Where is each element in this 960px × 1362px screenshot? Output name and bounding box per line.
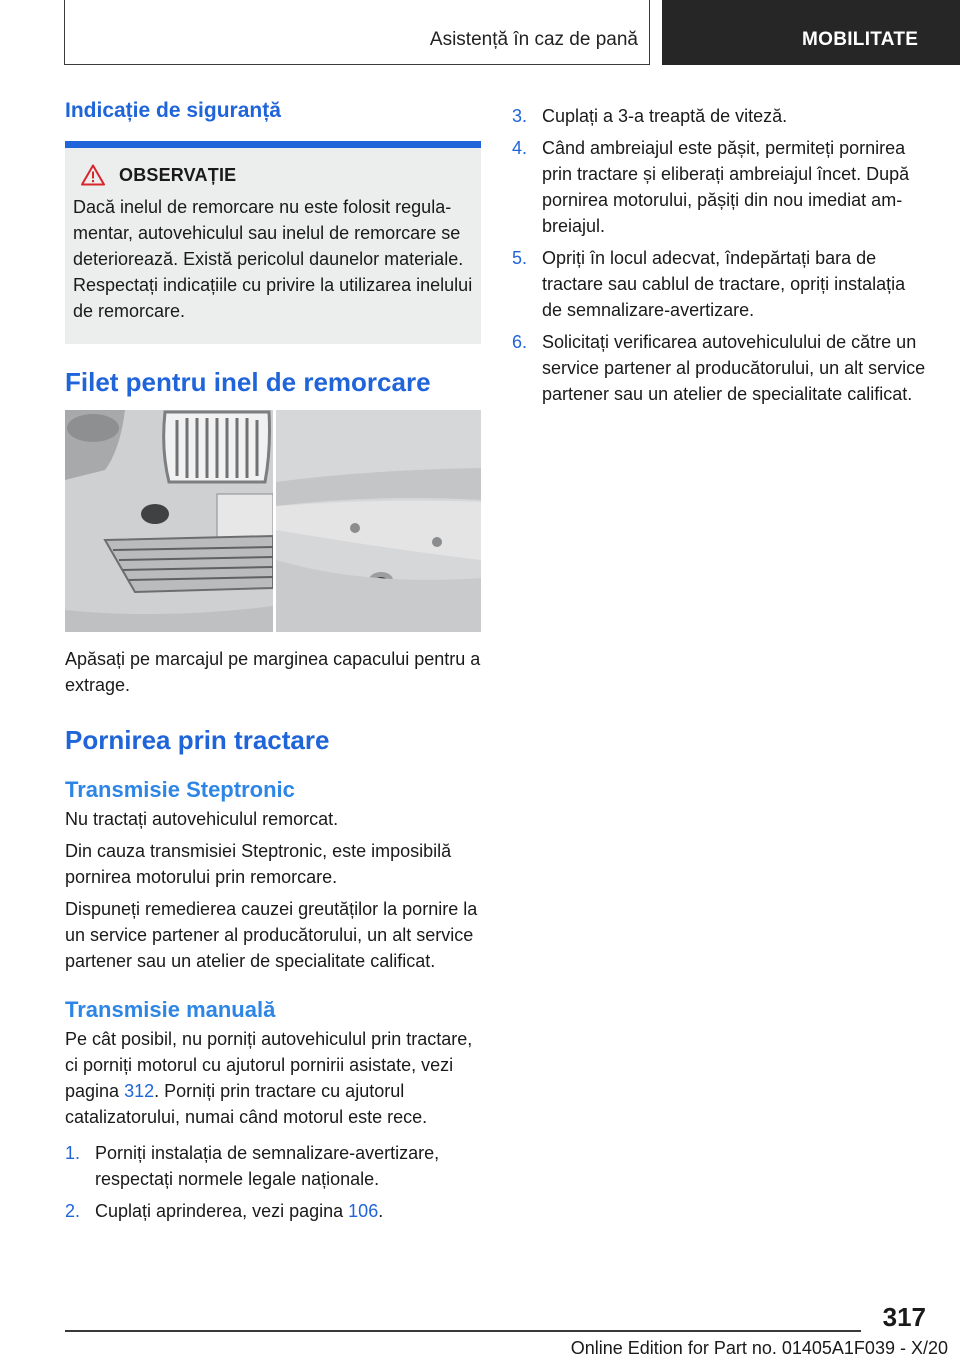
steptronic-paragraph: Dispuneți remedierea cauzei greutăților la pornire la un service partener al producătorului, un alt service partener sau un atelier de specialitate calificat.	[65, 899, 478, 971]
tow-start-heading: Pornirea prin tractare	[65, 725, 330, 755]
header-chapter-tab[interactable]	[662, 0, 960, 65]
list-item	[512, 245, 926, 323]
list-item	[512, 103, 926, 129]
left-column	[65, 98, 481, 1224]
notice-title: OBSERVAȚIE	[119, 164, 237, 185]
header-chapter-title: MOBILITATE	[802, 29, 919, 50]
footer-edition-text: Online Edition for Part no. 01405A1F039 - X/20	[570, 1338, 948, 1358]
notice-box	[65, 148, 481, 344]
steptronic-paragraph: Nu tractați autovehiculul remorcat.	[65, 809, 339, 829]
step-number: 2.	[65, 1201, 81, 1221]
step-number: 3.	[512, 106, 528, 126]
steptronic-paragraph: Din cauza transmisiei Steptronic, este imposibilă pornirea motorului prin remorcare.	[65, 841, 452, 887]
list-item	[512, 329, 926, 407]
page-link-312[interactable]: 312	[124, 1081, 155, 1101]
safety-heading: Indicație de siguranță	[65, 99, 281, 122]
left-step-list	[65, 1140, 481, 1224]
notice-header	[73, 164, 473, 186]
warning-triangle-icon	[81, 164, 105, 186]
step-number: 4.	[512, 138, 528, 158]
step-number: 6.	[512, 332, 528, 352]
step-number: 5.	[512, 248, 528, 268]
step-text: Porniți instalația de semnalizare-avertizare, respectați normele legale naționale.	[95, 1143, 440, 1189]
page-number: 317	[882, 1302, 926, 1332]
manual-paragraph: Pe cât posibil, nu porniți autovehiculul prin tractare, ci porniți motorul cu ajutorul pornirii asistate, vezi pagina 312. Porniți prin tractare cu ajutorul catalizatorului, numai când motorul este rece.	[65, 1029, 473, 1127]
page-link-106[interactable]: 106	[348, 1201, 379, 1221]
manual-heading: Transmisie manuală	[65, 997, 276, 1022]
right-column	[512, 103, 926, 407]
list-item	[65, 1198, 481, 1224]
step-text: Când ambreiajul este pășit, permiteți pornirea prin tractare și eliberați ambreiajul încet. După pornirea motorului, pășiți din nou imediat ambreiajul.	[542, 138, 910, 236]
car-bumper-illustration	[65, 410, 481, 632]
notice-body: Dacă inelul de remorcare nu este folosit regulamentar, autovehiculul sau inelul de remorcare se deteriorează. Există pericolul daunelor materiale. Respectați indicațiile cu privire la utilizarea inelului de remorcare.	[73, 197, 473, 321]
steptronic-heading: Transmisie Steptronic	[65, 777, 295, 802]
right-step-list	[512, 103, 926, 407]
step-text: Cuplați a 3-a treaptă de viteză.	[542, 106, 788, 126]
thread-instruction: Apăsați pe marcajul pe marginea capacului pentru a extrage.	[65, 649, 481, 695]
step-text: Cuplați aprinderea, vezi pagina 106.	[95, 1201, 384, 1221]
step-number: 1.	[65, 1143, 81, 1163]
tow-eye-cover-photo	[65, 410, 481, 632]
footer-rule	[65, 1330, 861, 1332]
list-item	[512, 135, 926, 239]
header-section-title: Asistență în caz de pană	[429, 29, 638, 50]
section-rule	[65, 141, 481, 148]
list-item	[65, 1140, 481, 1192]
step-text: Opriți în locul adecvat, îndepărtați bara de tractare sau cablul de tractare, opriți instalația de semnalizare-avertizare.	[542, 248, 906, 320]
step-text: Solicitați verificarea autovehiculului de către un service partener al producătorului, un alt service partener sau un atelier de specialitate calificat.	[542, 332, 926, 404]
thread-heading: Filet pentru inel de remorcare	[65, 367, 431, 397]
